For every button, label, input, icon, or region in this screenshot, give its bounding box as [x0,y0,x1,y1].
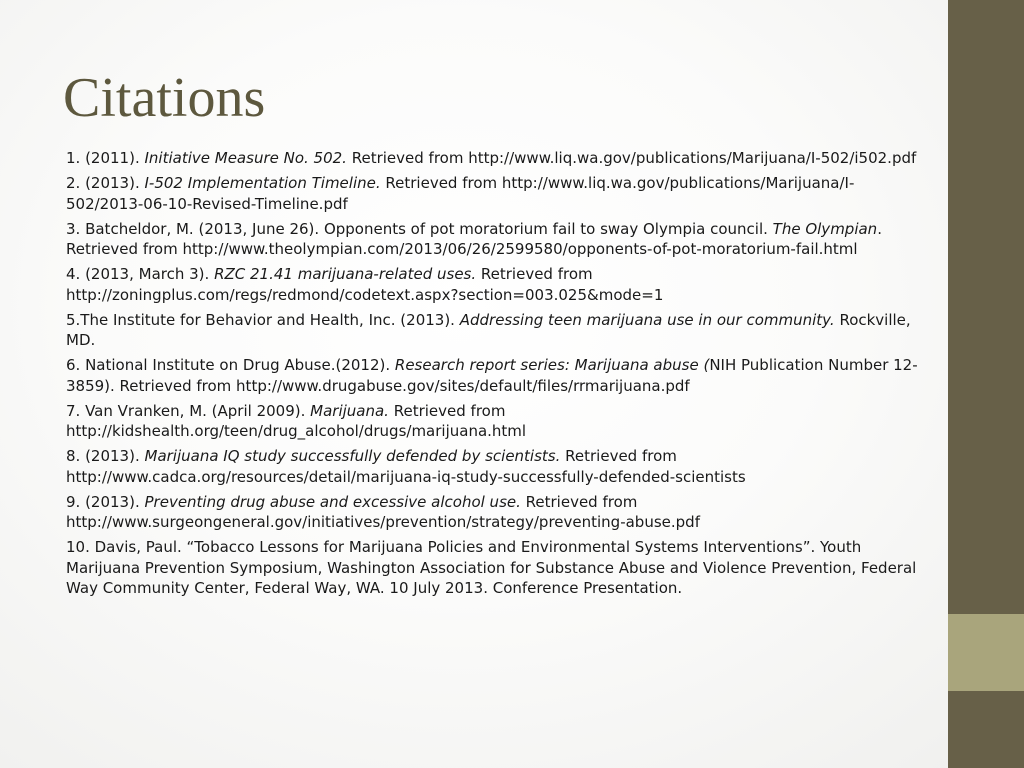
citations-list [66,148,928,603]
citation-item [66,492,928,533]
citation-text: 1. (2011). [66,149,145,167]
citation-item [66,148,928,169]
citation-text: Retrieved from http://www.cadca.org/resources/detail/marijuana-iq-study-successfully-defended-scientists [66,447,746,486]
citation-text: 10. Davis, Paul. “Tobacco Lessons for Marijuana Policies and Environmental Systems Interventions”. Youth Marijuana Prevention Symposium, Washington Association for Substance Abuse and Violence Prevention, Federal Way Community Center, Federal Way, WA. 10 July 2013. Conference Presentation. [66,538,917,597]
citation-text: 7. Van Vranken, M. (April 2009). [66,401,311,420]
citation-text: 4. (2013, March 3). [66,265,215,283]
citation-text: Retrieved from http://www.liq.wa.gov/publications/Marijuana/I-502/2013-06-10-Revised-Timeline.pdf [66,174,855,213]
citation-item [66,537,928,599]
citation-text: Retrieved from http://zoningplus.com/regs/redmond/codetext.aspx?section=003.025&mode=1 [66,265,664,304]
citation-text: 8. (2013). [66,447,145,465]
citation-text: Retrieved from http://www.liq.wa.gov/publications/Marijuana/I-502/i502.pdf [346,149,917,167]
citation-text: 2. (2013). [66,174,145,192]
citation-title: Initiative Measure No. 502. [144,149,347,167]
citation-text: 6. National Institute on Drug Abuse.(2012). [66,356,395,374]
citation-text: Retrieved from http://www.surgeongeneral.gov/initiatives/prevention/strategy/preventing-abuse.pdf [66,492,700,531]
citation-text: Retrieved from http://kidshealth.org/teen/drug_alcohol/drugs/marijuana.html [66,401,527,440]
citation-text: 5.The Institute for Behavior and Health, Inc. (2013). [66,310,460,329]
citation-title: RZC 21.41 marijuana-related uses. [214,265,477,283]
citation-text: NIH Publication Number 12-3859). Retrieved from http://www.drugabuse.gov/sites/default/files/rrmarijuana.pdf [66,356,918,395]
citation-title: Preventing drug abuse and excessive alcohol use. [144,492,521,511]
citation-item [66,401,928,442]
side-accent [948,614,1024,691]
citation-item [66,264,928,305]
citation-title: The Olympian [772,219,878,238]
slide-title: Citations [63,67,266,129]
citation-title: Marijuana. [310,401,389,420]
citation-item [66,446,928,487]
citation-item [66,355,928,396]
citation-title: Addressing teen marijuana use in our community. [459,310,835,329]
citation-text: . Retrieved from http://www.theolympian.com/2013/06/26/2599580/opponents-of-pot-moratorium-fail.html [66,219,882,258]
citation-item [66,310,928,351]
citation-text: 9. (2013). [66,492,145,511]
citation-text: Rockville, MD. [66,310,911,349]
citation-item [66,219,928,260]
citation-title: Research report series: Marijuana abuse ( [394,356,710,374]
citation-title: Marijuana IQ study successfully defended by scientists. [144,447,561,465]
citation-item [66,173,928,214]
citation-text: 3. Batcheldor, M. (2013, June 26). Opponents of pot moratorium fail to sway Olympia council. [66,219,773,238]
citation-title: I-502 Implementation Timeline. [144,174,381,192]
